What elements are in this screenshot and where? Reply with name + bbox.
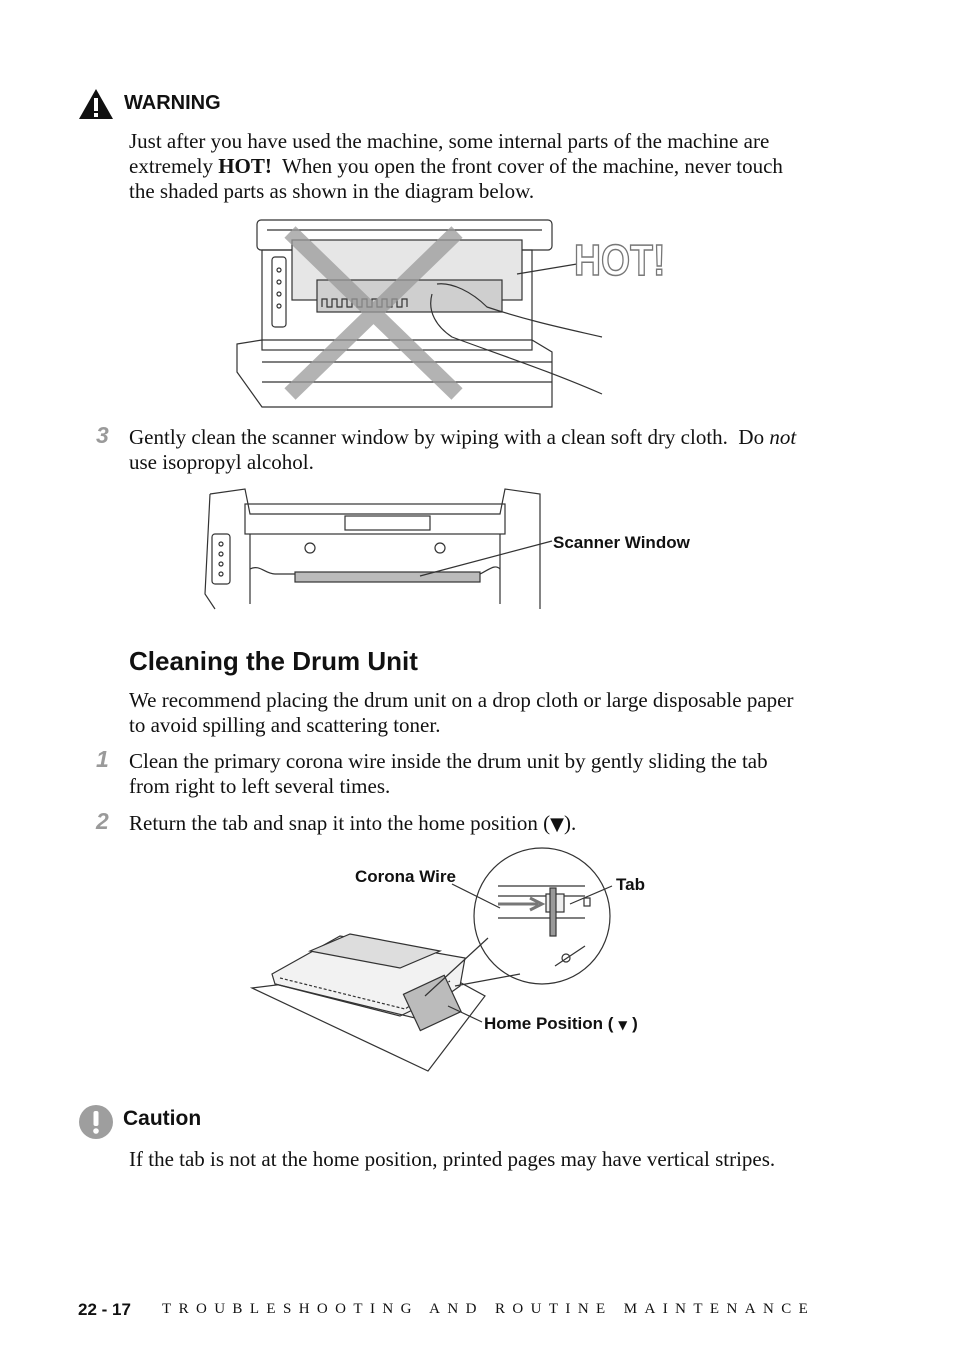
home-down-triangle: ▼ xyxy=(550,814,564,835)
warning-title: WARNING xyxy=(124,92,221,114)
section-heading: Cleaning the Drum Unit xyxy=(129,646,418,676)
home-position-callout: Home Position ( ▼ ) xyxy=(484,1014,638,1033)
tab-callout: Tab xyxy=(616,875,645,894)
caution-title: Caution xyxy=(123,1107,202,1130)
hot-label: HOT! xyxy=(574,236,666,285)
warning-text xyxy=(129,129,849,204)
warning-line-3: the shaded parts as shown in the diagram below. xyxy=(129,179,535,203)
step-3-number: 3 xyxy=(96,422,109,448)
step-3-line-1: Gently clean the scanner window by wiping with a clean soft dry cloth. Do not xyxy=(129,425,797,449)
step-2-number: 2 xyxy=(96,808,109,834)
not-emphasis: not xyxy=(769,425,797,449)
step-1-text xyxy=(129,749,849,799)
page-number: 22 - 17 xyxy=(78,1300,131,1319)
scanner-window-callout: Scanner Window xyxy=(553,533,690,552)
hot-emphasis: HOT! xyxy=(218,154,272,178)
home-position-triangle: ▼ xyxy=(618,1018,628,1032)
step-3-text xyxy=(129,425,849,475)
caution-text: If the tab is not at the home position, printed pages may have vertical stripes. xyxy=(129,1147,776,1171)
warning-triangle-icon xyxy=(78,88,114,120)
step-1-line-2: from right to left several times. xyxy=(129,774,391,798)
section-intro xyxy=(129,688,849,738)
warning-line-1: Just after you have used the machine, some internal parts of the machine are xyxy=(129,129,770,153)
intro-line-1: We recommend placing the drum unit on a drop cloth or large disposable paper xyxy=(129,688,794,712)
intro-line-2: to avoid spilling and scattering toner. xyxy=(129,713,441,737)
caution-exclamation-icon xyxy=(78,1104,114,1140)
step-3-line-2: use isopropyl alcohol. xyxy=(129,450,314,474)
chapter-title: TROUBLESHOOTING AND ROUTINE MAINTENANCE xyxy=(162,1301,816,1317)
warning-line-2: extremely HOT! When you open the front cover of the machine, never touch xyxy=(129,154,783,178)
step-1-number: 1 xyxy=(96,746,109,772)
step-1-line-1: Clean the primary corona wire inside the drum unit by gently sliding the tab xyxy=(129,749,768,773)
step-2-text: Return the tab and snap it into the home position (▼). xyxy=(129,811,577,835)
scanner-window-illustration xyxy=(200,484,560,614)
corona-wire-callout: Corona Wire xyxy=(355,867,456,886)
